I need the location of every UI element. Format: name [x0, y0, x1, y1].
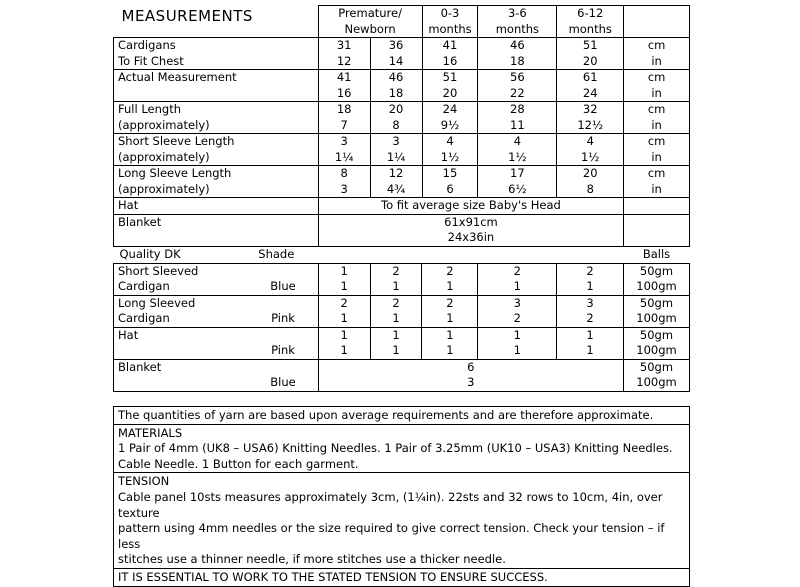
measurement-value	[318, 70, 370, 102]
measurement-row	[114, 134, 690, 166]
yarn-balls-value	[422, 327, 478, 359]
yarn-header-spacer	[370, 247, 623, 263]
measurement-value-line2: 1½	[580, 149, 600, 164]
header-6-12-line2: months	[568, 21, 612, 36]
yarn-balls-value	[318, 295, 370, 327]
measurement-value	[478, 102, 557, 134]
yarn-balls-value-line1: 3	[513, 295, 521, 310]
hat-unit	[624, 198, 690, 215]
yarn-balls-value-line2: 1	[340, 311, 348, 325]
measurement-value-line1: 32	[582, 102, 598, 116]
measurement-value	[422, 102, 478, 134]
measurement-value-line2: 12	[336, 53, 352, 68]
measurement-unit	[624, 166, 690, 198]
measurement-value-line1: 41	[336, 70, 352, 84]
measurement-value-line2: 9½	[440, 117, 460, 132]
measurement-unit-line1: cm	[647, 102, 666, 116]
measurement-value	[370, 70, 422, 102]
yarn-shade-header: Shade	[258, 247, 295, 261]
yarn-balls-value	[318, 263, 370, 295]
measurement-label-line1: Full Length	[118, 102, 181, 116]
materials-title: MATERIALS	[118, 425, 183, 440]
measurement-value-line2: 1½	[508, 149, 527, 164]
measurement-value-line2: 1½	[440, 149, 460, 164]
measurement-value-line2: 24	[582, 85, 598, 100]
measurement-value	[478, 70, 557, 102]
measurement-label	[114, 134, 319, 166]
header-premature-line2: Newborn	[344, 21, 396, 36]
yarn-ball-size-line2: 100gm	[636, 311, 677, 325]
yarn-balls-value	[318, 327, 370, 359]
yarn-balls-value-line2: 1	[446, 311, 454, 325]
measurement-label-line2	[118, 86, 318, 102]
quantities-note: The quantities of yarn are based upon average requirements and are therefore approximate.	[114, 407, 689, 425]
measurement-value-line1: 31	[336, 38, 352, 52]
measurement-value-line2: 14	[388, 53, 404, 68]
yarn-ball-size	[624, 327, 690, 359]
yarn-balls-value-line2: 1	[586, 279, 594, 293]
measurement-value-line1: 4	[586, 134, 594, 148]
measurement-value	[370, 102, 422, 134]
yarn-balls-value-line1: 2	[392, 295, 400, 310]
measurement-value	[557, 38, 624, 70]
measurement-unit-line2: in	[651, 53, 662, 68]
yarn-balls-value-line2: 1	[513, 343, 521, 357]
measurement-value-line2: 4¾	[386, 181, 406, 196]
measurement-value-line1: 15	[442, 166, 458, 180]
yarn-balls-value	[557, 263, 624, 295]
yarn-balls-value-line2: 2	[513, 311, 521, 325]
yarn-blanket-size	[624, 359, 690, 391]
yarn-blanket-balls-100gm: 3	[467, 375, 475, 389]
measurement-value-line2: 12½	[577, 117, 604, 132]
measurement-row	[114, 70, 690, 102]
measurement-value	[557, 102, 624, 134]
measurement-value	[422, 38, 478, 70]
yarn-garment-label-line1: Long Sleeved	[118, 295, 196, 310]
yarn-balls-value-line2: 1	[340, 343, 348, 357]
measurement-value-line2: 16	[336, 85, 352, 100]
materials-line-2: Cable Needle. 1 Button for each garment.	[118, 456, 359, 471]
yarn-balls-value-line2: 1	[340, 279, 348, 293]
measurement-value-line2: 8	[392, 117, 400, 132]
measurement-value-line1: 28	[510, 102, 525, 116]
measurement-value-line2: 1¼	[334, 149, 354, 164]
measurement-label	[114, 102, 319, 134]
measurement-value-line1: 3	[392, 134, 400, 148]
measurements-title: MEASUREMENTS	[121, 6, 253, 25]
tension-line-1: Cable panel 10sts measures approximately 3cm, (1¼in). 22sts and 32 rows to 10cm, 4in, over texture	[118, 489, 663, 520]
yarn-blanket-label-cell	[114, 359, 249, 391]
measurement-value-line1: 4	[513, 134, 522, 148]
measurement-label-line1: Cardigans	[118, 38, 176, 52]
blanket-size-in: 24x36in	[447, 230, 495, 244]
measurement-value-line1: 41	[442, 38, 458, 52]
notes-box	[113, 406, 690, 587]
yarn-balls-value-line2: 2	[586, 311, 594, 325]
measurement-unit	[624, 102, 690, 134]
yarn-balls-value-line2: 1	[586, 343, 594, 357]
measurement-unit-line2: in	[651, 85, 662, 100]
yarn-ball-size-line2: 100gm	[636, 343, 677, 357]
measurement-label	[114, 38, 319, 70]
measurement-unit-line2: in	[651, 181, 662, 196]
measurement-value	[318, 102, 370, 134]
measurement-value-line1: 61	[582, 70, 598, 84]
measurement-value-line1: 46	[510, 38, 525, 52]
measurement-value-line2: 11	[510, 117, 525, 132]
header-3-6-line1: 3-6	[507, 6, 527, 20]
hat-label: Hat	[114, 198, 319, 215]
yarn-balls-value-line1: 2	[513, 263, 521, 278]
measurement-unit	[624, 134, 690, 166]
measurements-title-cell	[114, 6, 319, 38]
measurement-value-line2: 22	[510, 85, 525, 100]
yarn-balls-value-line1: 1	[513, 327, 521, 342]
yarn-shade-blank	[248, 328, 317, 344]
yarn-table	[113, 247, 690, 392]
header-premature	[318, 6, 422, 38]
yarn-balls-value-line1: 2	[392, 263, 400, 278]
measurement-value-line1: 18	[336, 102, 352, 116]
measurement-value-line2: 18	[388, 85, 404, 100]
blanket-label: Blanket	[114, 214, 319, 246]
measurement-value-line1: 24	[442, 102, 458, 116]
header-premature-line1: Premature/	[338, 6, 402, 20]
essential-note: IT IS ESSENTIAL TO WORK TO THE STATED TENSION TO ENSURE SUCCESS.	[118, 569, 548, 584]
yarn-balls-value	[370, 295, 422, 327]
measurement-value	[422, 70, 478, 102]
measurement-unit	[624, 38, 690, 70]
yarn-garment-label-line2: Cardigan	[118, 311, 170, 325]
yarn-balls-value	[422, 263, 478, 295]
measurement-unit-line1: cm	[647, 38, 666, 52]
measurement-unit-line1: cm	[647, 70, 666, 84]
measurement-label-line1: Long Sleeve Length	[118, 166, 232, 180]
hat-row	[114, 198, 690, 215]
yarn-blanket-row	[114, 359, 690, 391]
yarn-garment-label-line1: Hat	[118, 327, 139, 342]
measurement-value	[422, 166, 478, 198]
measurement-unit-line2: in	[651, 117, 662, 132]
measurement-value-line1: 4	[446, 134, 454, 148]
yarn-balls-value	[478, 263, 557, 295]
yarn-balls-value-line2: 1	[446, 279, 454, 293]
measurement-value-line1: 56	[510, 70, 525, 84]
yarn-balls-value	[557, 327, 624, 359]
measurement-value	[370, 38, 422, 70]
header-6-12-line1: 6-12	[577, 6, 604, 20]
tension-line-2: pattern using 4mm needles or the size required to give correct tension. Check your tension – if less	[118, 521, 665, 551]
yarn-balls-value-line2: 1	[392, 343, 400, 357]
measurement-value-line2: 8	[586, 181, 594, 196]
measurement-value-line2: 6	[446, 181, 454, 196]
measurement-label-line1: Short Sleeve Length	[118, 134, 235, 148]
blanket-row	[114, 214, 690, 246]
yarn-garment-label	[114, 295, 249, 327]
yarn-blanket-label: Blanket	[118, 359, 162, 374]
yarn-blanket-shade: Blue	[270, 375, 296, 389]
yarn-ball-size-line1: 50gm	[639, 295, 674, 310]
yarn-row	[114, 327, 690, 359]
measurement-label-line2: (approximately)	[118, 117, 210, 132]
yarn-balls-value-line1: 1	[340, 263, 348, 278]
yarn-balls-value-line1: 1	[586, 327, 594, 342]
yarn-shade: Blue	[270, 279, 296, 293]
yarn-blanket-size-100gm: 100gm	[636, 375, 677, 389]
yarn-shade-blank	[248, 296, 317, 312]
blanket-size	[318, 214, 623, 246]
yarn-shade-cell	[248, 327, 318, 359]
yarn-balls-header: Balls	[642, 247, 671, 261]
yarn-row	[114, 295, 690, 327]
measurement-row	[114, 102, 690, 134]
measurement-value-line1: 36	[388, 38, 404, 52]
measurement-label	[114, 166, 319, 198]
measurement-unit-line2: in	[651, 149, 662, 164]
tension-section	[114, 473, 689, 569]
measurement-row	[114, 38, 690, 70]
measurement-value-line2: 3	[340, 181, 348, 196]
measurement-label	[114, 70, 319, 102]
measurement-value	[318, 134, 370, 166]
hat-fit-text: To fit average size Baby's Head	[318, 198, 623, 215]
yarn-balls-value-line1: 2	[446, 263, 454, 278]
blanket-unit	[624, 214, 690, 246]
header-unit	[624, 6, 690, 38]
yarn-balls-value-line1: 1	[392, 327, 400, 342]
yarn-balls-value	[370, 327, 422, 359]
yarn-shade: Pink	[271, 311, 295, 325]
header-3-6-line2: months	[495, 21, 540, 36]
measurement-label-line2: To Fit Chest	[118, 53, 184, 68]
yarn-row	[114, 263, 690, 295]
yarn-balls-value	[478, 327, 557, 359]
measurement-value	[557, 70, 624, 102]
yarn-garment-label-line1: Short Sleeved	[118, 263, 199, 278]
measurement-value	[478, 166, 557, 198]
yarn-blanket-balls	[318, 359, 623, 391]
yarn-balls-value-line2: 1	[446, 343, 454, 357]
measurement-value	[557, 134, 624, 166]
header-0-3-line1: 0-3	[440, 6, 460, 20]
yarn-balls-value	[422, 295, 478, 327]
yarn-ball-size	[624, 295, 690, 327]
measurement-value-line2: 7	[340, 117, 348, 132]
yarn-blanket-size-50gm: 50gm	[639, 359, 674, 374]
yarn-garment-label-line2: Cardigan	[118, 279, 170, 293]
measurement-value-line1: 8	[340, 166, 348, 180]
tension-line-3: stitches use a thinner needle, if more stitches use a thicker needle.	[118, 552, 506, 567]
measurement-value	[318, 38, 370, 70]
yarn-blanket-shade-cell	[248, 359, 318, 391]
tension-title: TENSION	[118, 474, 170, 489]
measurement-value	[370, 134, 422, 166]
yarn-balls-value-line2: 1	[513, 279, 521, 293]
measurement-row	[114, 166, 690, 198]
materials-section	[114, 425, 689, 474]
yarn-quality: Quality DK	[119, 247, 181, 261]
yarn-shade-blank	[248, 264, 317, 280]
measurement-value-line1: 20	[388, 102, 404, 116]
measurement-value	[422, 134, 478, 166]
measurement-value-line1: 12	[388, 166, 404, 180]
measurements-header-row	[114, 6, 690, 38]
yarn-balls-value-line1: 2	[340, 295, 348, 310]
blanket-size-cm: 61x91cm	[444, 214, 498, 229]
measurement-unit-line1: cm	[647, 134, 666, 148]
yarn-shade-cell	[248, 295, 318, 327]
yarn-balls-value	[557, 295, 624, 327]
measurement-value-line1: 51	[442, 70, 458, 84]
measurement-value-line1: 17	[510, 166, 525, 180]
yarn-balls-value	[478, 295, 557, 327]
measurement-value	[370, 166, 422, 198]
materials-line-1: 1 Pair of 4mm (UK8 – USA6) Knitting Needles. 1 Pair of 3.25mm (UK10 – USA3) Knitting Needles.	[118, 441, 673, 456]
yarn-garment-label	[114, 263, 249, 295]
measurement-value	[478, 38, 557, 70]
yarn-garment-label	[114, 327, 249, 359]
measurement-value-line2: 20	[582, 53, 598, 68]
yarn-blanket-shade-blank	[248, 360, 317, 376]
yarn-balls-value-line1: 2	[586, 263, 594, 278]
yarn-balls-value-line2: 1	[392, 311, 400, 325]
yarn-ball-size-line1: 50gm	[639, 263, 674, 278]
measurement-value-line2: 18	[510, 53, 525, 68]
header-0-3-line2: months	[428, 21, 472, 36]
measurement-unit-line1: cm	[647, 166, 666, 180]
yarn-balls-value-line2: 1	[392, 279, 400, 293]
header-3-6	[478, 6, 557, 38]
yarn-blanket-balls-50gm: 6	[467, 359, 475, 374]
measurement-value-line1: 46	[388, 70, 404, 84]
measurement-value-line2: 1¼	[386, 149, 406, 164]
measurement-value	[557, 166, 624, 198]
measurement-value	[318, 166, 370, 198]
header-0-3	[422, 6, 478, 38]
measurement-label-line2: (approximately)	[118, 149, 210, 164]
yarn-balls-value	[370, 263, 422, 295]
yarn-balls-value-line1: 2	[446, 295, 454, 310]
measurement-value-line1: 51	[582, 38, 598, 52]
yarn-header-row	[114, 247, 690, 263]
yarn-garment-label-line2	[118, 343, 248, 359]
yarn-balls-value-line1: 1	[446, 327, 454, 342]
yarn-ball-size-line2: 100gm	[636, 279, 677, 293]
measurement-label-line1: Actual Measurement	[118, 70, 237, 84]
measurement-value	[478, 134, 557, 166]
yarn-balls-value-line1: 3	[586, 295, 594, 310]
header-6-12	[557, 6, 624, 38]
yarn-ball-size	[624, 263, 690, 295]
measurement-label-line2: (approximately)	[118, 181, 210, 196]
measurements-table	[113, 5, 690, 247]
measurement-unit	[624, 70, 690, 102]
yarn-shade-cell	[248, 263, 318, 295]
measurement-value-line1: 3	[340, 134, 348, 148]
yarn-ball-size-line1: 50gm	[639, 327, 674, 342]
yarn-shade: Pink	[271, 343, 295, 357]
measurement-value-line2: 16	[442, 53, 458, 68]
yarn-blanket-label-blank	[118, 375, 248, 391]
measurement-value-line2: 6½	[508, 181, 527, 196]
measurement-value-line2: 20	[442, 85, 458, 100]
measurement-value-line1: 20	[582, 166, 598, 180]
yarn-balls-value-line1: 1	[340, 327, 348, 342]
